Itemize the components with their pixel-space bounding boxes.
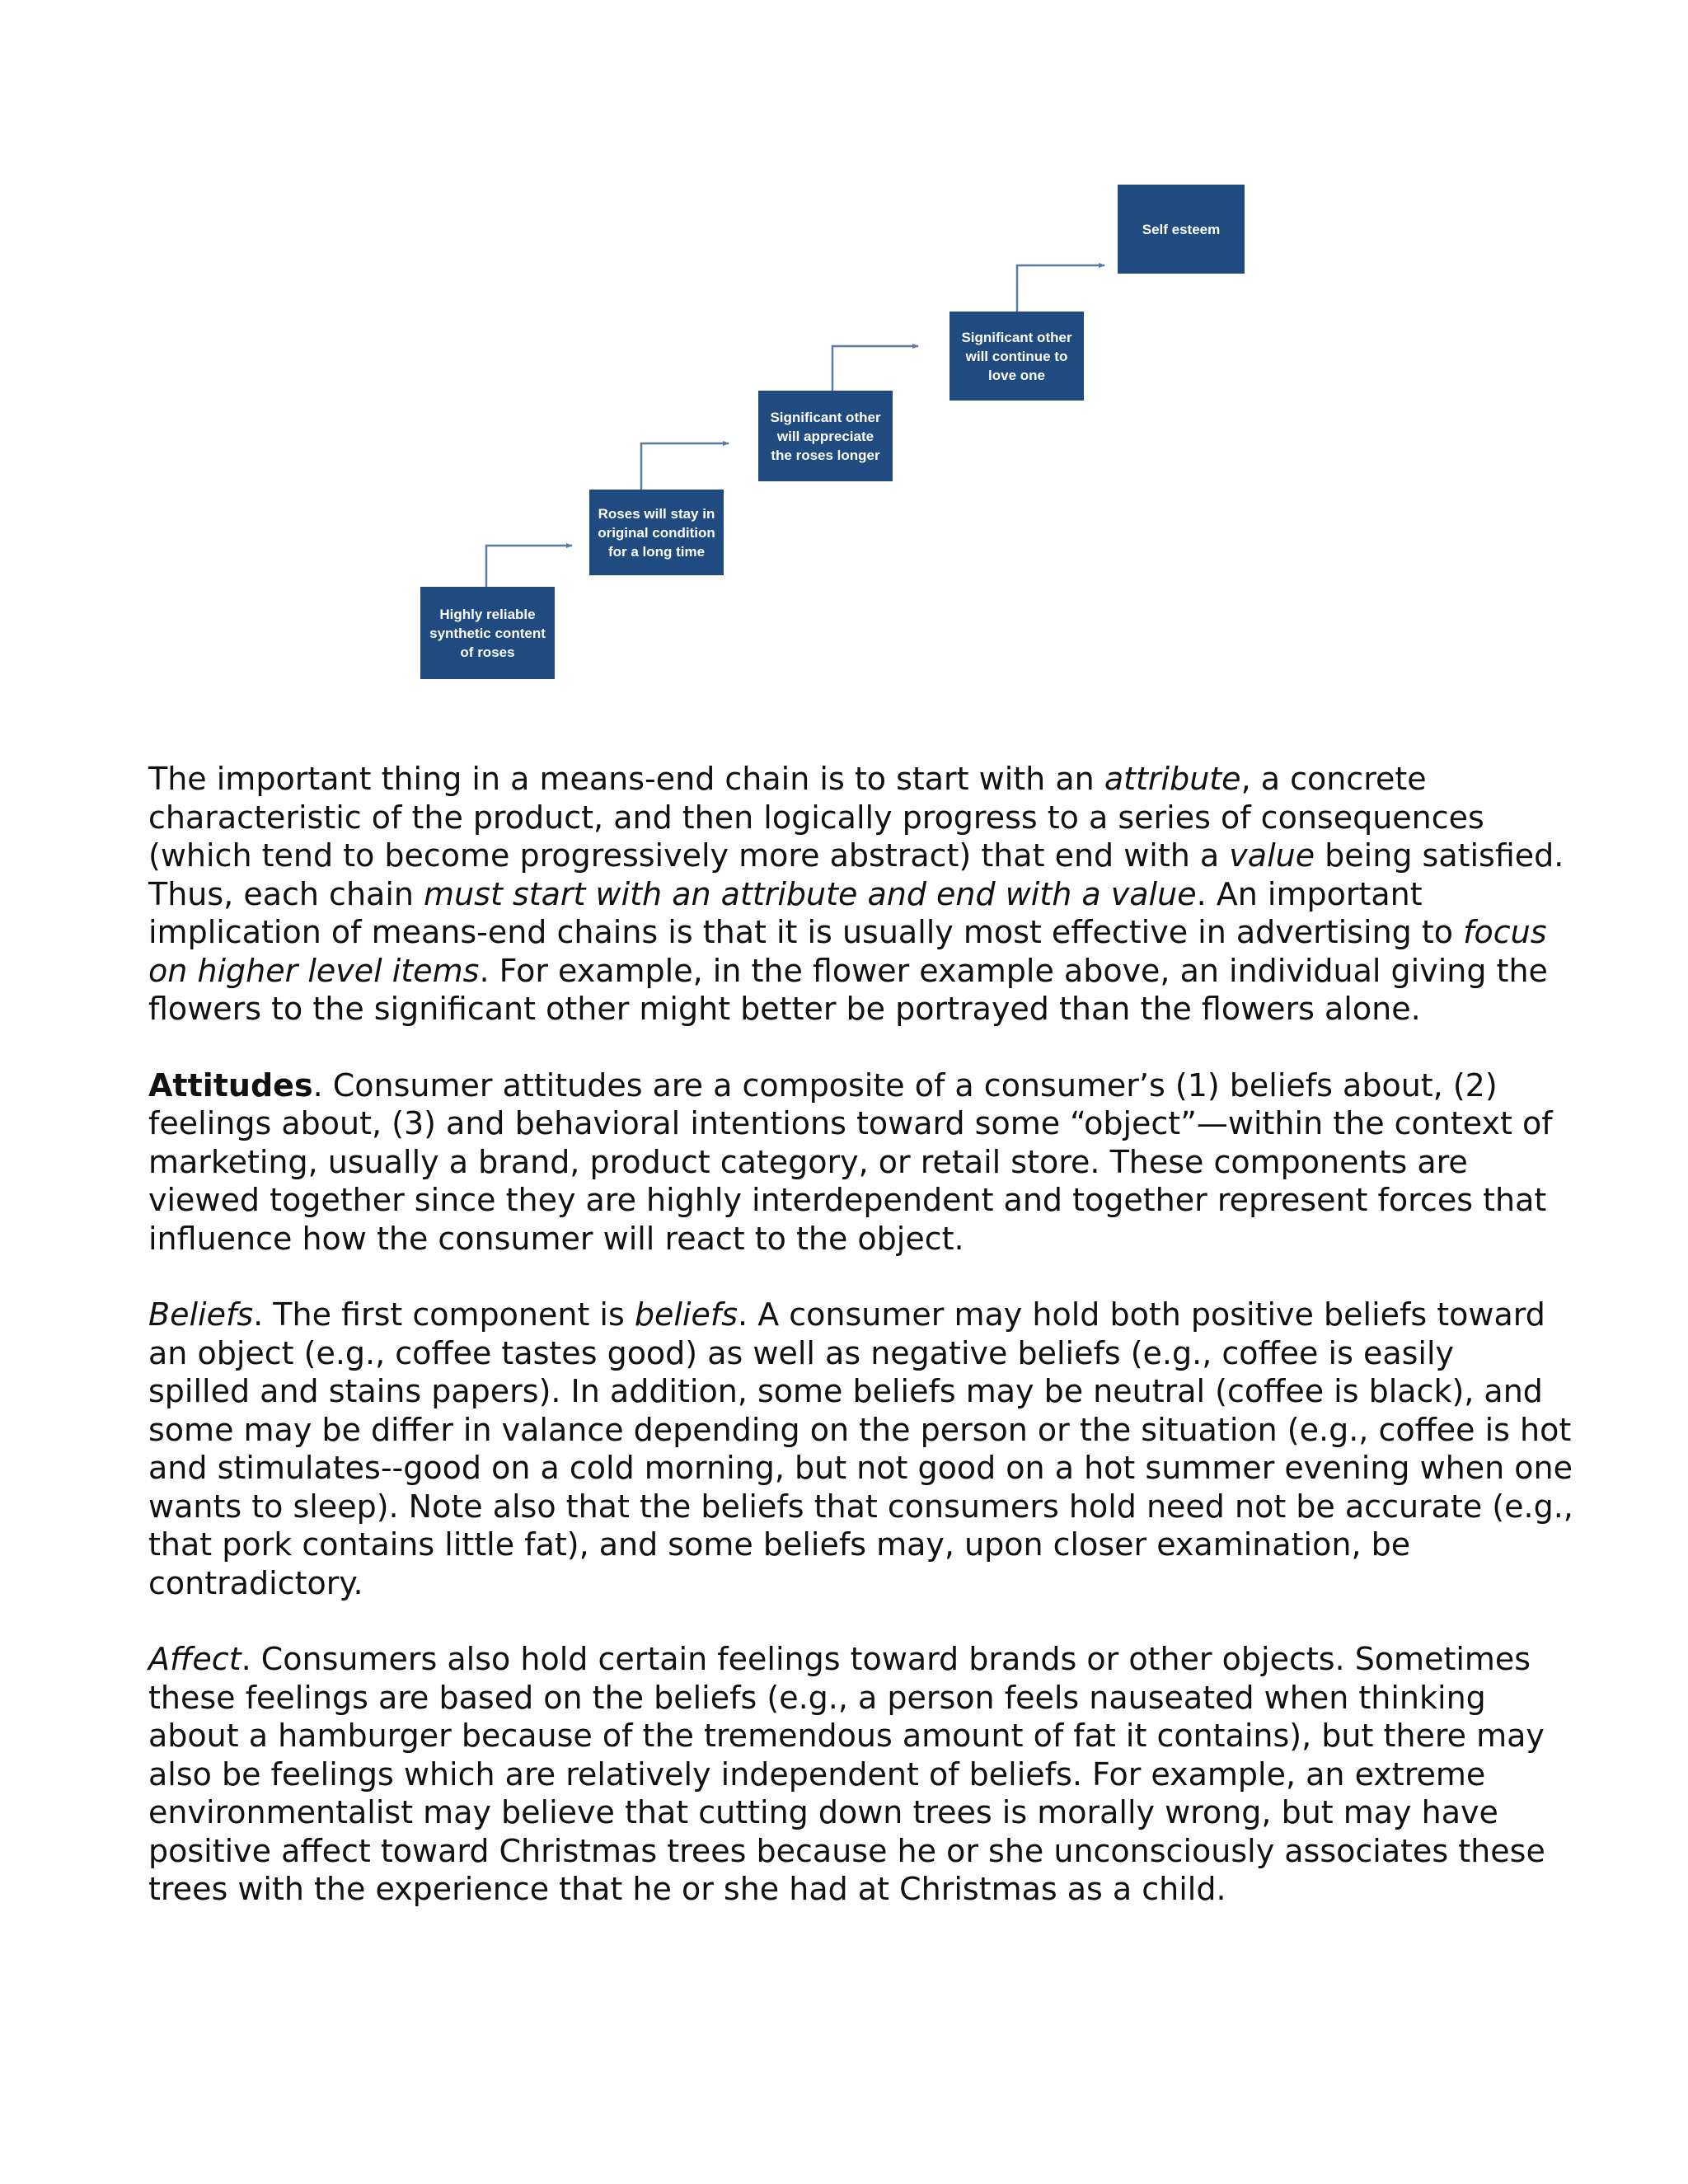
text-run: Thus, each chain	[148, 875, 424, 912]
means-end-chain-diagram	[0, 0, 1688, 709]
text-line: trees with the experience that he or she had at Christmas as a child.	[148, 1871, 1226, 1907]
text-run: The important thing in a means-end chain is to start with an	[148, 761, 1104, 797]
text-line: also be feelings which are relatively independent of beliefs. For example, an extreme	[148, 1755, 1486, 1793]
text-line: wants to sleep). Note also that the beliefs that consumers hold need not be accurate (e.g.,	[148, 1488, 1573, 1525]
text-line: characteristic of the product, and then logically progress to a series of consequences	[148, 799, 1484, 836]
section-heading-affect: Affect	[148, 1641, 241, 1677]
text-run: being satisfied.	[1315, 837, 1564, 874]
text-line: an object (e.g., coffee tastes good) as well as negative beliefs (e.g., coffee is easily	[148, 1334, 1455, 1371]
text-line: environmentalist may believe that cutting down trees is morally wrong, but may have	[148, 1794, 1498, 1830]
text-line: viewed together since they are highly interdependent and together represent forces that	[148, 1182, 1547, 1218]
text-line: contradictory.	[148, 1564, 363, 1601]
paragraph-affect	[148, 1640, 1545, 1909]
text-line: spilled and stains papers). In addition, some beliefs may be neutral (coffee is black), and	[148, 1373, 1543, 1409]
emphasis-run: beliefs	[634, 1296, 738, 1333]
section-heading-attitudes: Attitudes	[148, 1066, 313, 1104]
connector-arrow	[641, 443, 729, 490]
attribute-box: Highly reliable synthetic content of roses	[420, 587, 555, 679]
text-run: . Consumers also hold certain feelings toward brands or other objects. Sometimes	[241, 1641, 1531, 1677]
consequence-box: Significant other will continue to love one	[950, 312, 1084, 401]
consequence-box: Roses will stay in original condition for a long time	[589, 490, 724, 575]
text-run: . An important	[1196, 875, 1423, 912]
text-line: and stimulates--good on a cold morning, but not good on a hot summer evening when one	[148, 1450, 1573, 1486]
connector-arrow	[832, 346, 918, 391]
text-line: that pork contains little fat), and some beliefs may, upon closer examination, be	[148, 1526, 1411, 1563]
connector-arrow	[1017, 265, 1104, 312]
emphasis-run: on higher level items	[148, 952, 480, 989]
paragraph-means-end	[148, 760, 1564, 1029]
section-heading-beliefs: Beliefs	[148, 1296, 254, 1333]
text-line: some may be differ in valance depending on the person or the situation (e.g., coffee is hot	[148, 1411, 1572, 1448]
document-body	[148, 760, 1573, 1947]
emphasis-run: focus	[1463, 914, 1547, 950]
paragraph-beliefs	[148, 1296, 1573, 1602]
text-run: . A consumer may hold both positive beliefs toward	[738, 1296, 1545, 1333]
consequence-box: Significant other will appreciate the roses longer	[758, 391, 893, 481]
text-line: positive affect toward Christmas trees because he or she unconsciously associates these	[148, 1832, 1545, 1869]
diagram-connectors	[0, 0, 1688, 709]
paragraph-attitudes	[148, 1066, 1553, 1258]
text-line: feelings about, (3) and behavioral intentions toward some “object”—within the context of	[148, 1105, 1553, 1141]
emphasis-attribute: attribute	[1104, 761, 1241, 797]
emphasis-value: value	[1229, 837, 1315, 874]
text-line: these feelings are based on the beliefs (e.g., a person feels nauseated when thinking	[148, 1679, 1486, 1716]
emphasis-run: must start with an attribute and end with a value	[424, 875, 1197, 912]
value-box: Self esteem	[1118, 185, 1245, 274]
text-line: flowers to the significant other might better be portrayed than the flowers alone.	[148, 991, 1421, 1027]
text-run: , a concrete	[1240, 761, 1427, 797]
connector-arrow	[486, 546, 572, 587]
text-run: . For example, in the flower example above, an individual giving the	[479, 952, 1548, 989]
text-run: implication of means-end chains is that it is usually most effective in advertising to	[148, 914, 1464, 950]
text-line: about a hamburger because of the tremendous amount of fat it contains), but there may	[148, 1718, 1545, 1754]
text-line: influence how the consumer will react to the object.	[148, 1220, 964, 1257]
text-run: (which tend to become progressively more abstract) that end with a	[148, 837, 1230, 874]
text-run: . Consumer attitudes are a composite of a consumer’s (1) beliefs about, (2)	[312, 1066, 1498, 1104]
text-line: marketing, usually a brand, product category, or retail store. These components are	[148, 1143, 1468, 1180]
text-run: . The first component is	[253, 1296, 635, 1333]
